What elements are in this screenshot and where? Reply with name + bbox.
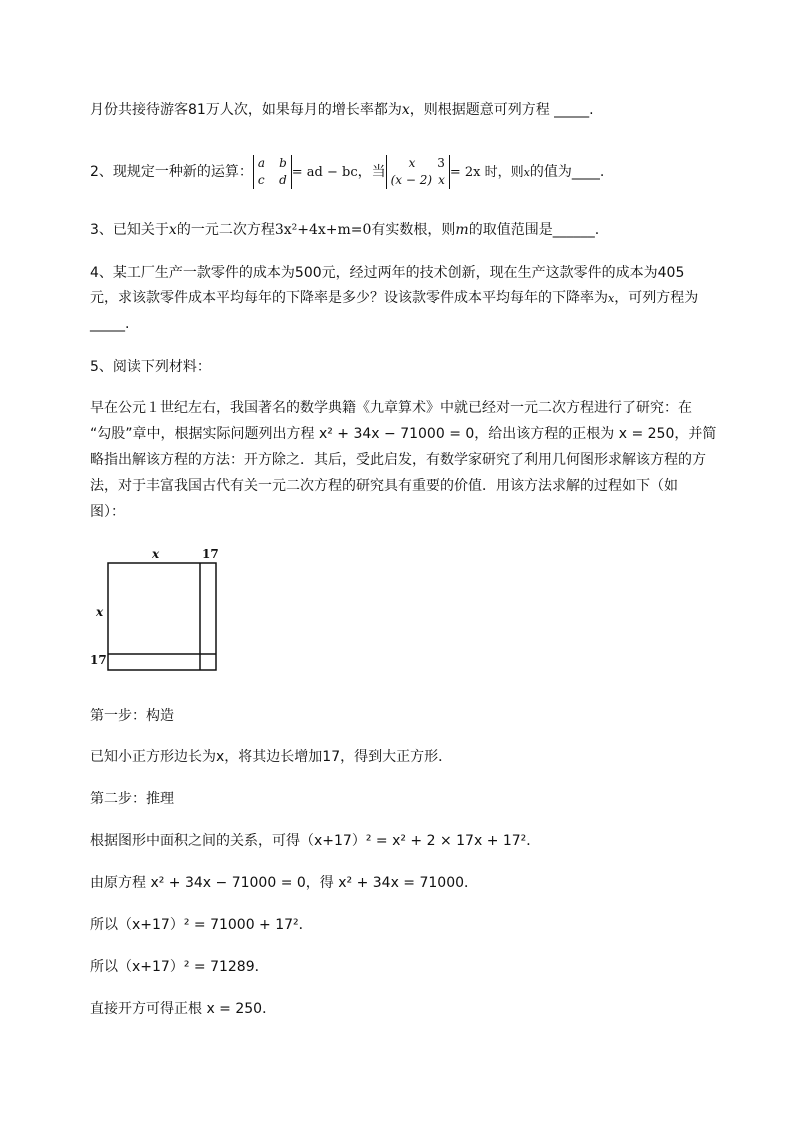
q3-var2: m <box>455 222 469 238</box>
step1-text: 已知小正方形边长为x，将其边长增加17，得到大正方形． <box>90 749 453 765</box>
step1-title: 第一步：构造 <box>90 708 174 724</box>
q1-text-after: ，则根据题意可列方程 _____. <box>409 102 594 118</box>
det1-d: d <box>279 173 287 187</box>
q2-determinant-2 <box>386 155 450 189</box>
q2-rhs2: = 2x 时，则 <box>449 165 524 180</box>
q1-text: 月份共接待游客81万人次，如果每月的增长率都为 <box>90 102 402 118</box>
q4-text-b: ，可列方程为 <box>614 290 699 306</box>
det1-b: b <box>279 156 287 170</box>
label-left-17: 17 <box>90 653 107 667</box>
q4-line-2 <box>90 288 698 309</box>
q5-para-3: 略指出解该方程的方法：开方除之．其后，受此启发，有数学家研究了利用几何图形求解该方程的方 <box>90 452 706 468</box>
q5-para-1: 早在公元１世纪左右，我国著名的数学典籍《九章算术》中就已经对一元二次方程进行了研究：在 <box>90 400 692 416</box>
label-top-17: 17 <box>202 547 219 561</box>
q5-para-5: 图）： <box>90 504 125 520</box>
q3-text3: 有实数根，则 <box>371 222 456 238</box>
q4-var: x <box>608 292 615 305</box>
label-left-x: x <box>96 605 104 619</box>
q3-text: 3、已知关于 <box>90 222 169 238</box>
label-top-x: x <box>152 547 160 561</box>
q4-line-3: _____. <box>90 316 130 332</box>
step5-text: 所以（x+17）² = 71289． <box>90 959 269 975</box>
q3-equation: 3x²+4x+m=0 <box>274 222 372 238</box>
q4-text-a: 元，求该款零件成本平均每年的下降率是多少？设该款零件成本平均每年的下降率为 <box>90 290 608 306</box>
q5-para-2: “勾股”章中，根据实际问题列出方程 x² + 34x − 71000 = 0，给出该方程的正根为 x = 250，并简 <box>90 426 717 442</box>
det2-b: 3 <box>437 156 445 170</box>
q2-prefix: 2、现规定一种新的运算： <box>90 164 253 180</box>
det2-d: x <box>438 173 445 187</box>
q2-var: x <box>523 166 530 179</box>
q2-determinant-1 <box>253 155 292 189</box>
step3-text: 由原方程 x² + 34x − 71000 = 0，得 x² + 34x = 71000． <box>90 875 479 891</box>
step6-text: 直接开方可得正根 x = 250． <box>90 1001 277 1017</box>
q3-text4: 的取值范围是______. <box>468 222 600 238</box>
q1-var: x <box>401 102 410 118</box>
q3-text2: 的一元二次方程 <box>176 222 275 238</box>
q5-title: 5、阅读下列材料： <box>90 359 211 375</box>
q2-line <box>90 155 604 190</box>
q1-line <box>90 100 594 120</box>
q2-mid: ，当 <box>357 164 386 180</box>
det1-a: a <box>257 156 266 170</box>
q3-var: x <box>168 222 177 238</box>
det2-a: x <box>408 156 416 170</box>
q5-para-4: 法，对于丰富我国古代有关一元二次方程的研究具有重要的价值．用该方法求解的过程如下（如 <box>90 478 678 494</box>
step2-text: 根据图形中面积之间的关系，可得（x+17）² = x² + 2 × 17x + 17²． <box>90 833 541 849</box>
q2-rhs: = ad − bc <box>291 165 358 180</box>
q3-line <box>90 220 599 240</box>
det2-c: (x − 2) <box>390 173 433 187</box>
square-diagram-svg <box>88 545 228 675</box>
q4-line-1: 4、某工厂生产一款零件的成本为500元，经过两年的技术创新，现在生产这款零件的成本为405 <box>90 265 685 281</box>
step4-text: 所以（x+17）² = 71000 + 17²． <box>90 917 313 933</box>
step2-title: 第二步：推理 <box>90 791 174 807</box>
q2-suffix: 的值为____. <box>529 164 605 180</box>
square-diagram <box>88 545 228 675</box>
det1-c: c <box>257 173 265 187</box>
